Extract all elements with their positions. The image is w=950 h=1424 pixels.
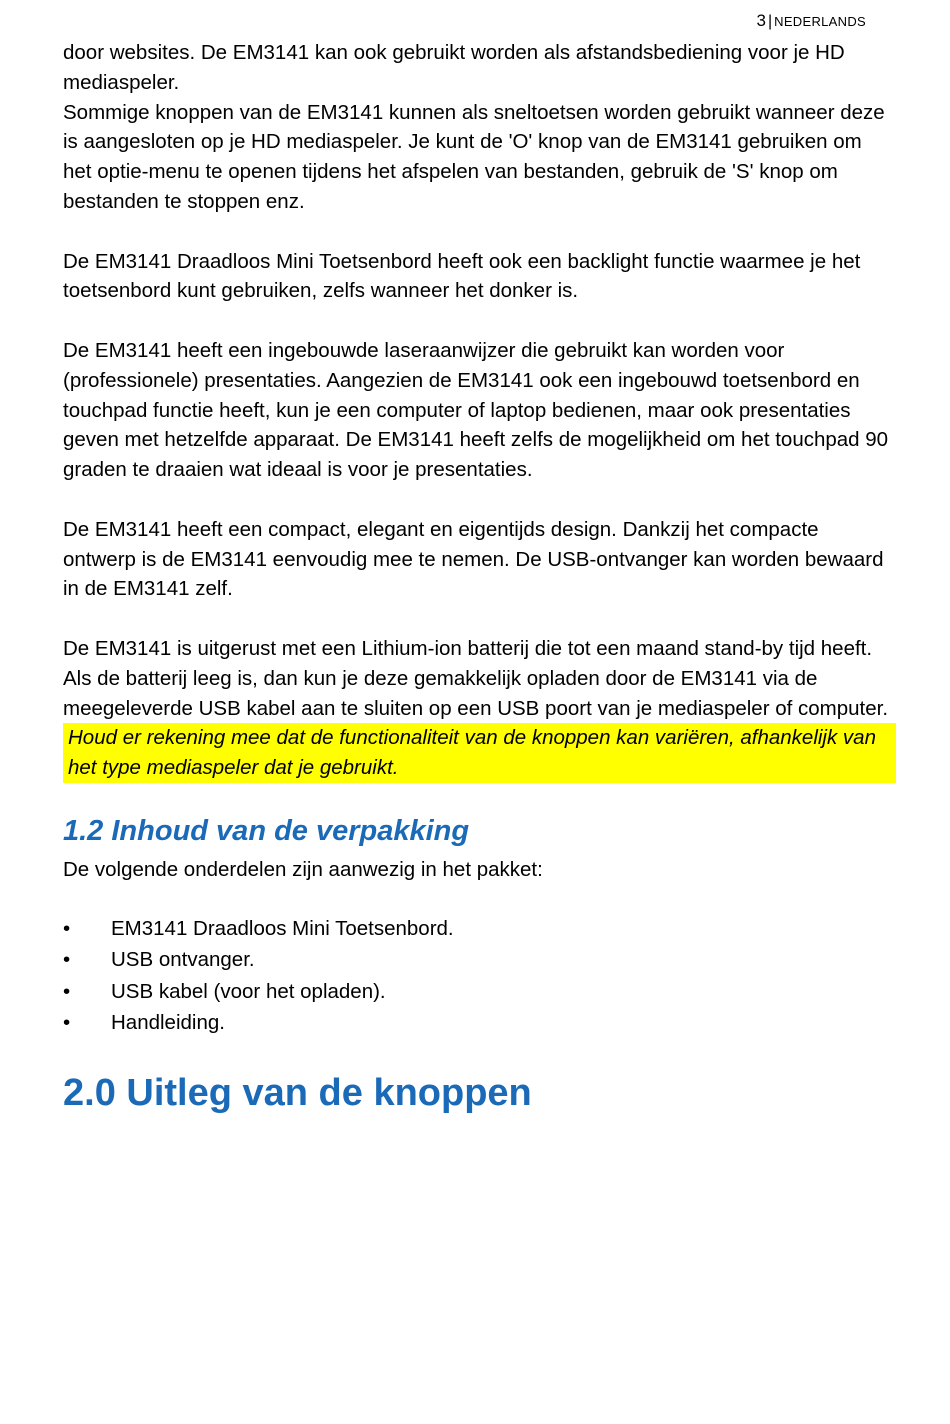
bullet-icon: • [63,1011,71,1035]
document-body [63,38,893,1115]
list-item-text: EM3141 Draadloos Mini Toetsenbord. [111,916,454,940]
list-item [63,1007,893,1039]
paragraph-3: De EM3141 Draadloos Mini Toetsenbord heeft ook een backlight functie waarmee je het toetsenbord kunt gebruiken, zelfs wanneer het donker is. [63,249,861,303]
list-item-text: USB ontvanger. [111,948,255,972]
section-heading-1-2: 1.2 Inhoud van de verpakking [63,814,470,847]
paragraph-2: Sommige knoppen van de EM3141 kunnen als sneltoetsen worden gebruikt wanneer deze is aangesloten op je HD mediaspeler. Je kunt de 'O' knop van de EM3141 gebruiken om het optie-menu te openen tijdens het afspelen van bestanden, gebruik de 'S' knop om bestanden te stoppen enz. [63,100,885,213]
list-item-text: USB kabel (voor het opladen). [111,979,386,1003]
paragraph-1: door websites. De EM3141 kan ook gebruikt worden als afstandsbediening voor je HD mediaspeler. [63,41,845,94]
highlighted-note: Houd er rekening mee dat de functionaliteit van de knoppen kan variëren, afhankelijk van het type mediaspeler dat je gebruikt. [63,723,896,783]
package-contents-list [63,913,893,1039]
list-item [63,944,893,976]
header-separator: | [767,13,773,30]
bullet-icon: • [63,948,71,972]
paragraph-6: De EM3141 is uitgerust met een Lithium-ion batterij die tot een maand stand-by tijd heeft. Als de batterij leeg is, dan kun je deze gemakkelijk opladen door de EM3141 via de meegeleverde USB kabel aan te sluiten op een USB poort van je mediaspeler of computer. [63,636,889,720]
page-header [757,11,866,32]
section-intro: De volgende onderdelen zijn aanwezig in het pakket: [63,857,543,881]
list-item [63,976,893,1008]
list-item [63,913,893,945]
header-language: NEDERLANDS [774,14,866,29]
bullet-icon: • [63,916,71,940]
page-number: 3 [756,11,766,30]
bullet-icon: • [63,979,71,1003]
section-heading-2-0: 2.0 Uitleg van de knoppen [63,1071,532,1114]
list-item-text: Handleiding. [111,1011,225,1035]
paragraph-5: De EM3141 heeft een compact, elegant en eigentijds design. Dankzij het compacte ontwerp is de EM3141 eenvoudig mee te nemen. De USB-ontvanger kan worden bewaard in de EM3141 zelf. [63,517,884,601]
paragraph-4: De EM3141 heeft een ingebouwde laseraanwijzer die gebruikt kan worden voor (professionele) presentaties. Aangezien de EM3141 ook een ingebouwd toetsenbord en touchpad functie heeft, kun je een computer of laptop bedienen, maar ook presentaties geven met hetzelfde apparaat. De EM3141 heeft zelfs de mogelijkheid om het touchpad 90 graden te draaien wat ideaal is voor je presentaties. [63,338,889,482]
